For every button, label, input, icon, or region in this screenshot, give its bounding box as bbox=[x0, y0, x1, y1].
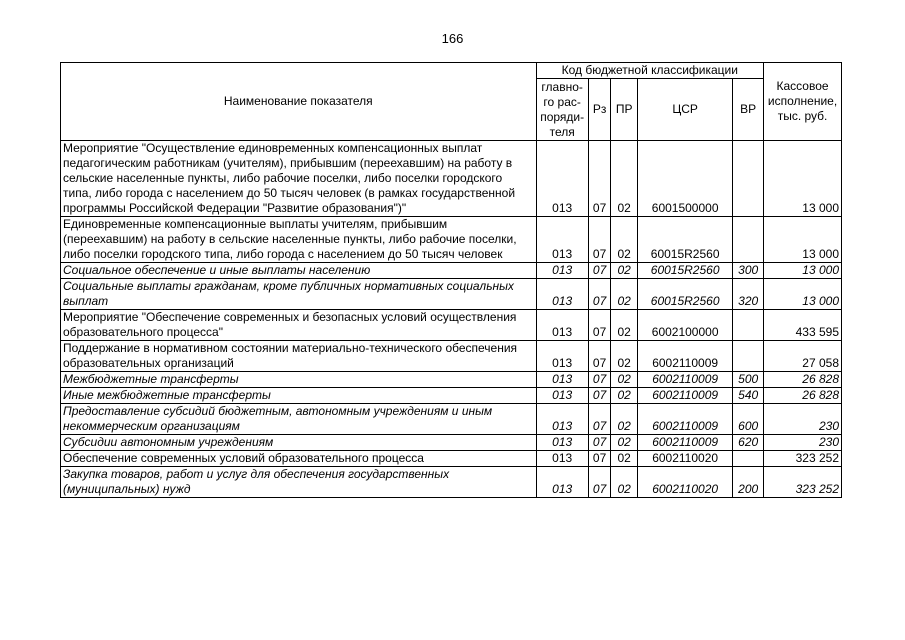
cell-gl: 013 bbox=[536, 279, 588, 310]
cell-rz: 07 bbox=[588, 263, 611, 279]
table-row bbox=[61, 388, 842, 404]
header-budget-code: Код бюджетной классификации bbox=[536, 63, 764, 79]
cell-name: Субсидии автономным учреждениям bbox=[61, 435, 537, 451]
cell-amount: 27 058 bbox=[764, 341, 842, 372]
cell-name: Межбюджетные трансферты bbox=[61, 372, 537, 388]
table-body bbox=[61, 141, 842, 498]
cell-gl: 013 bbox=[536, 451, 588, 467]
budget-table bbox=[60, 62, 842, 498]
header-name: Наименование показателя bbox=[61, 63, 537, 141]
cell-rz: 07 bbox=[588, 372, 611, 388]
cell-vr bbox=[733, 310, 764, 341]
cell-pr: 02 bbox=[611, 372, 638, 388]
table-row bbox=[61, 435, 842, 451]
table-row bbox=[61, 372, 842, 388]
table-row bbox=[61, 404, 842, 435]
cell-gl: 013 bbox=[536, 404, 588, 435]
cell-vr: 600 bbox=[733, 404, 764, 435]
cell-csr: 60015R2560 bbox=[637, 279, 732, 310]
cell-gl: 013 bbox=[536, 141, 588, 217]
cell-rz: 07 bbox=[588, 279, 611, 310]
cell-gl: 013 bbox=[536, 467, 588, 498]
table-row bbox=[61, 451, 842, 467]
cell-rz: 07 bbox=[588, 451, 611, 467]
cell-pr: 02 bbox=[611, 279, 638, 310]
cell-csr: 6002110009 bbox=[637, 435, 732, 451]
cell-amount: 230 bbox=[764, 435, 842, 451]
cell-name: Единовременные компенсационные выплаты учителям, прибывшим (переехавшим) на работу в сельские населенные пункты, либо рабочие поселки, либо поселки городского типа, либо города с населением до 50 тысяч человек bbox=[61, 217, 537, 263]
header-rz: Рз bbox=[588, 79, 611, 141]
cell-vr: 320 bbox=[733, 279, 764, 310]
cell-vr: 200 bbox=[733, 467, 764, 498]
cell-rz: 07 bbox=[588, 341, 611, 372]
cell-csr: 6001500000 bbox=[637, 141, 732, 217]
cell-amount: 26 828 bbox=[764, 388, 842, 404]
cell-vr: 620 bbox=[733, 435, 764, 451]
cell-pr: 02 bbox=[611, 263, 638, 279]
cell-vr: 300 bbox=[733, 263, 764, 279]
table-row bbox=[61, 341, 842, 372]
header-pr: ПР bbox=[611, 79, 638, 141]
header-gl: главно-го рас-поряди-теля bbox=[536, 79, 588, 141]
cell-csr: 60015R2560 bbox=[637, 217, 732, 263]
cell-vr: 540 bbox=[733, 388, 764, 404]
cell-amount: 433 595 bbox=[764, 310, 842, 341]
page-number: 166 bbox=[441, 31, 464, 46]
cell-csr: 6002100000 bbox=[637, 310, 732, 341]
cell-amount: 13 000 bbox=[764, 141, 842, 217]
cell-gl: 013 bbox=[536, 372, 588, 388]
cell-amount: 230 bbox=[764, 404, 842, 435]
cell-csr: 6002110009 bbox=[637, 388, 732, 404]
table-row bbox=[61, 467, 842, 498]
cell-gl: 013 bbox=[536, 310, 588, 341]
cell-rz: 07 bbox=[588, 141, 611, 217]
cell-name: Поддержание в нормативном состоянии материально-технического обеспечения образовательных организаций bbox=[61, 341, 537, 372]
cell-name: Социальные выплаты гражданам, кроме публичных нормативных социальных выплат bbox=[61, 279, 537, 310]
cell-pr: 02 bbox=[611, 141, 638, 217]
cell-name: Предоставление субсидий бюджетным, автономным учреждениям и иным некоммерческим организациям bbox=[61, 404, 537, 435]
cell-vr bbox=[733, 217, 764, 263]
cell-pr: 02 bbox=[611, 435, 638, 451]
cell-csr: 6002110009 bbox=[637, 404, 732, 435]
cell-name: Обеспечение современных условий образовательного процесса bbox=[61, 451, 537, 467]
cell-pr: 02 bbox=[611, 404, 638, 435]
cell-gl: 013 bbox=[536, 341, 588, 372]
cell-vr bbox=[733, 451, 764, 467]
cell-pr: 02 bbox=[611, 451, 638, 467]
cell-name: Социальное обеспечение и иные выплаты населению bbox=[61, 263, 537, 279]
cell-rz: 07 bbox=[588, 217, 611, 263]
cell-gl: 013 bbox=[536, 435, 588, 451]
cell-rz: 07 bbox=[588, 310, 611, 341]
cell-pr: 02 bbox=[611, 388, 638, 404]
cell-csr: 60015R2560 bbox=[637, 263, 732, 279]
table-row bbox=[61, 279, 842, 310]
cell-gl: 013 bbox=[536, 217, 588, 263]
header-vr: ВР bbox=[733, 79, 764, 141]
cell-amount: 26 828 bbox=[764, 372, 842, 388]
cell-vr bbox=[733, 141, 764, 217]
cell-csr: 6002110020 bbox=[637, 467, 732, 498]
cell-pr: 02 bbox=[611, 467, 638, 498]
table-row bbox=[61, 263, 842, 279]
cell-pr: 02 bbox=[611, 217, 638, 263]
cell-gl: 013 bbox=[536, 388, 588, 404]
cell-rz: 07 bbox=[588, 467, 611, 498]
cell-csr: 6002110009 bbox=[637, 341, 732, 372]
cell-rz: 07 bbox=[588, 388, 611, 404]
cell-gl: 013 bbox=[536, 263, 588, 279]
table-row bbox=[61, 217, 842, 263]
header-amount: Кассовое исполнение, тыс. руб. bbox=[764, 63, 842, 141]
cell-csr: 6002110009 bbox=[637, 372, 732, 388]
cell-rz: 07 bbox=[588, 435, 611, 451]
cell-amount: 323 252 bbox=[764, 467, 842, 498]
cell-amount: 323 252 bbox=[764, 451, 842, 467]
cell-vr bbox=[733, 341, 764, 372]
header-csr: ЦСР bbox=[637, 79, 732, 141]
cell-name: Иные межбюджетные трансферты bbox=[61, 388, 537, 404]
table-row bbox=[61, 141, 842, 217]
cell-amount: 13 000 bbox=[764, 217, 842, 263]
cell-name: Закупка товаров, работ и услуг для обеспечения государственных (муниципальных) нужд bbox=[61, 467, 537, 498]
cell-name: Мероприятие "Обеспечение современных и безопасных условий осуществления образовательного процесса" bbox=[61, 310, 537, 341]
cell-amount: 13 000 bbox=[764, 279, 842, 310]
table-row bbox=[61, 310, 842, 341]
cell-rz: 07 bbox=[588, 404, 611, 435]
cell-vr: 500 bbox=[733, 372, 764, 388]
cell-name: Мероприятие "Осуществление единовременных компенсационных выплат педагогическим работникам (учителям), прибывшим (переехавшим) на работу в сельские населенные пункты, либо рабочие поселки, либо поселки городского типа, либо города с населением до 50 тысяч человек (в рамках государственной программы Российской Федерации "Развитие образования")" bbox=[61, 141, 537, 217]
cell-csr: 6002110020 bbox=[637, 451, 732, 467]
cell-amount: 13 000 bbox=[764, 263, 842, 279]
cell-pr: 02 bbox=[611, 310, 638, 341]
cell-pr: 02 bbox=[611, 341, 638, 372]
